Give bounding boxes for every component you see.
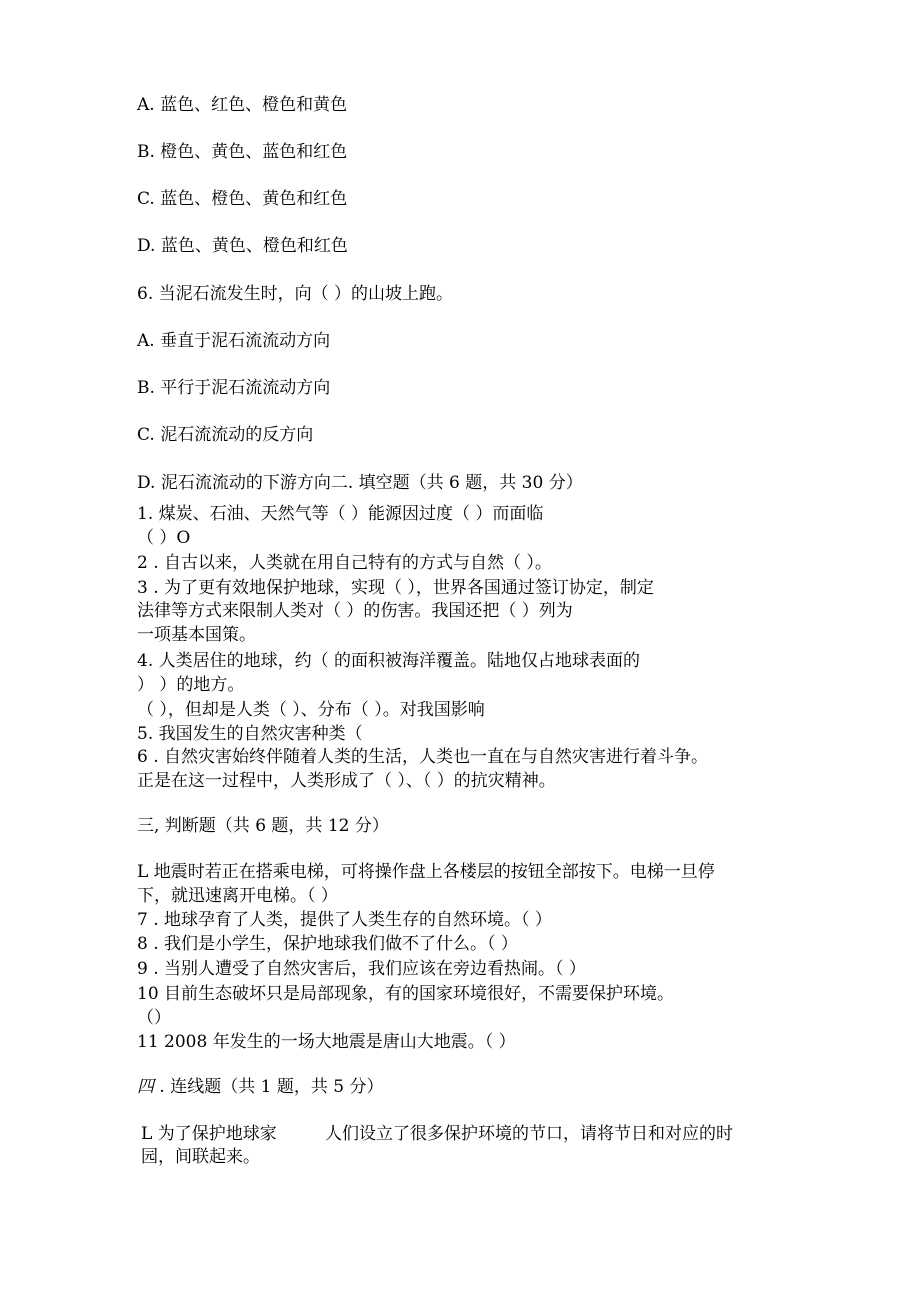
judge-q1-line2: 下，就迅速离开电梯。（ ） [137,886,338,906]
fill-q6-line2: 正是在这一过程中，人类形成了（ ）、（ ）的抗灾精神。 [137,771,556,791]
judge-q7: 7 . 地球孕育了人类，提供了人类生存的自然环境。（ ） [137,910,552,930]
matching-q1-line1-part2: 人们设立了很多保护环境的节口，请将节日和对应的时 [325,1124,733,1144]
q5-option-b: B. 橙色、黄色、蓝色和红色 [137,142,348,162]
fill-q5: 5. 我国发生的自然灾害种类（ [137,724,363,744]
q5-option-d: D. 蓝色、黄色、橙色和红色 [137,236,348,256]
q6-option-a: A. 垂直于泥石流流动方向 [137,331,331,351]
matching-heading-mark: 四 [137,1077,154,1097]
fill-q1-line1: 1. 煤炭、石油、天然气等（ ）能源因过度（ ）而面临 [137,504,544,524]
q5-option-a: A. 蓝色、红色、橙色和黄色 [137,95,348,115]
fill-q4-line3: （ ），但却是人类（ ）、分布（ ）。对我国影响 [137,700,485,720]
matching-q1-line1-part1: L 为了保护地球家 [141,1124,277,1144]
matching-heading [137,1076,383,1098]
judge-heading: 三, 判断题（共 6 题，共 12 分） [137,816,389,836]
judge-q11: 11 2008 年发生的一场大地震是唐山大地震。（ ） [137,1032,516,1052]
fill-q6-line1: 6 . 自然灾害始终伴随着人类的生活，人类也一直在与自然灾害进行着斗争。 [137,747,709,767]
q5-option-c: C. 蓝色、橙色、黄色和红色 [137,189,348,209]
fill-q4-line2: ） ）的地方。 [137,675,245,695]
judge-q1-line1: L 地震时若正在搭乘电梯，可将操作盘上各楼层的按钮全部按下。电梯一旦停 [137,862,715,882]
q6-option-b: B. 平行于泥石流流动方向 [137,378,331,398]
matching-heading-text: . 连线题（共 1 题，共 5 分） [154,1077,384,1097]
judge-q10-line1: 10 目前生态破坏只是局部现象，有的国家环境很好，不需要保护环境。 [137,984,675,1004]
judge-q10-line2: （） [137,1008,171,1028]
fill-q1-line2: （ ）O [137,528,191,548]
q6-option-c: C. 泥石流流动的反方向 [137,425,314,445]
q6-stem: 6. 当泥石流发生时，向（ ）的山坡上跑。 [137,284,454,304]
q6-option-d-and-fill-heading: D. 泥石流流动的下游方向二. 填空题（共 6 题，共 30 分） [137,473,583,493]
fill-q2: 2 . 自古以来，人类就在用自己特有的方式与自然（ ）。 [137,553,552,573]
judge-q9: 9 . 当别人遭受了自然灾害后，我们应该在旁边看热闹。（ ） [137,959,586,979]
fill-q3-line3: 一项基本国策。 [137,625,256,645]
fill-q3-line1: 3 . 为了更有效地保护地球，实现（ ），世界各国通过签订协定，制定 [137,578,654,598]
judge-q8: 8 . 我们是小学生，保护地球我们做不了什么。（ ） [137,934,518,954]
matching-q1-line2: 园，间联起来。 [141,1147,260,1167]
fill-q4-line1: 4. 人类居住的地球，约（ 的面积被海洋覆盖。陆地仅占地球表面的 [137,651,641,671]
fill-q3-line2: 法律等方式来限制人类对（ ）的伤害。我国还把（ ）列为 [137,601,573,621]
